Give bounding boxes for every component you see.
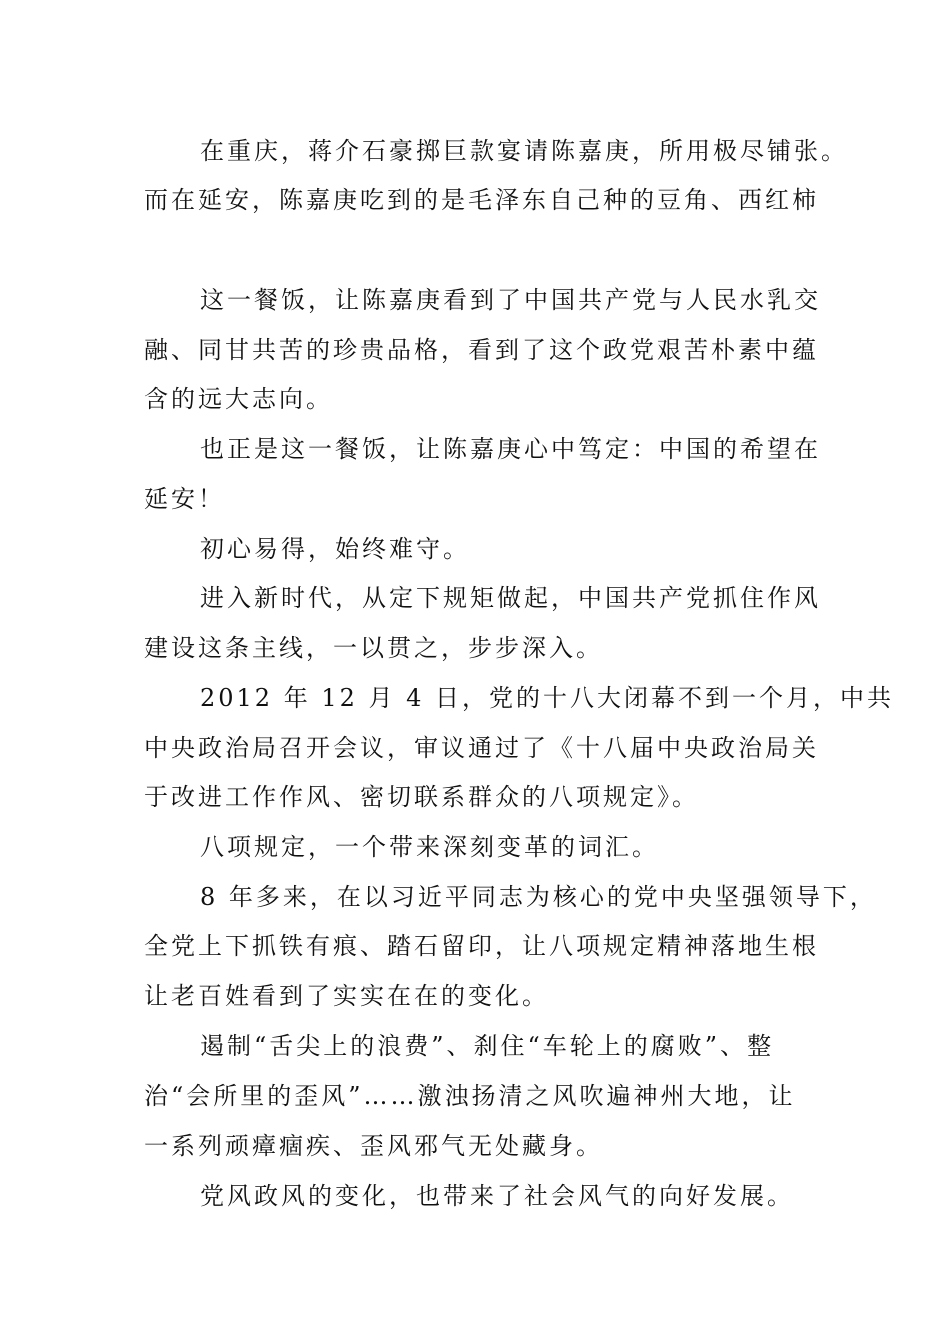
paragraph-line: 八项规定，一个带来深刻变革的词汇。 xyxy=(200,833,659,861)
paragraph-line: 2012 年 12 月 4 日，党的十八大闭幕不到一个月，中共 xyxy=(200,684,895,712)
paragraph-line: 遏制“舌尖上的浪费”、刹住“车轮上的腐败”、整 xyxy=(200,1032,775,1060)
paragraph-line: 于改进工作作风、密切联系群众的八项规定》。 xyxy=(144,783,699,811)
paragraph-line: 全党上下抓铁有痕、踏石留印，让八项规定精神落地生根 xyxy=(144,932,819,960)
paragraph-line: 在重庆，蒋介石豪掷巨款宴请陈嘉庚，所用极尽铺张。 xyxy=(200,137,848,165)
paragraph-line: 8 年多来，在以习近平同志为核心的党中央坚强领导下， xyxy=(200,883,877,911)
paragraph-line: 初心易得，始终难守。 xyxy=(200,535,470,563)
paragraph-line: 融、同甘共苦的珍贵品格，看到了这个政党艰苦朴素中蕴 xyxy=(144,336,819,364)
paragraph-line: 这一餐饭，让陈嘉庚看到了中国共产党与人民水乳交 xyxy=(200,286,821,314)
paragraph-line: 建设这条主线，一以贯之，步步深入。 xyxy=(144,634,603,662)
paragraph-line: 治“会所里的歪风”……激浊扬清之风吹遍神州大地，让 xyxy=(144,1082,796,1110)
paragraph-line: 而在延安，陈嘉庚吃到的是毛泽东自己种的豆角、西红柿 xyxy=(144,186,819,214)
paragraph-line: 含的远大志向。 xyxy=(144,385,333,413)
paragraph-line: 党风政风的变化，也带来了社会风气的向好发展。 xyxy=(200,1182,794,1210)
paragraph-line: 也正是这一餐饭，让陈嘉庚心中笃定：中国的希望在 xyxy=(200,435,821,463)
paragraph-line: 一系列顽瘴痼疾、歪风邪气无处藏身。 xyxy=(144,1132,603,1160)
paragraph-line: 中央政治局召开会议，审议通过了《十八届中央政治局关 xyxy=(144,734,819,762)
paragraph-line: 让老百姓看到了实实在在的变化。 xyxy=(144,982,549,1010)
paragraph-line: 进入新时代，从定下规矩做起，中国共产党抓住作风 xyxy=(200,584,821,612)
paragraph-line: 延安！ xyxy=(144,485,225,513)
